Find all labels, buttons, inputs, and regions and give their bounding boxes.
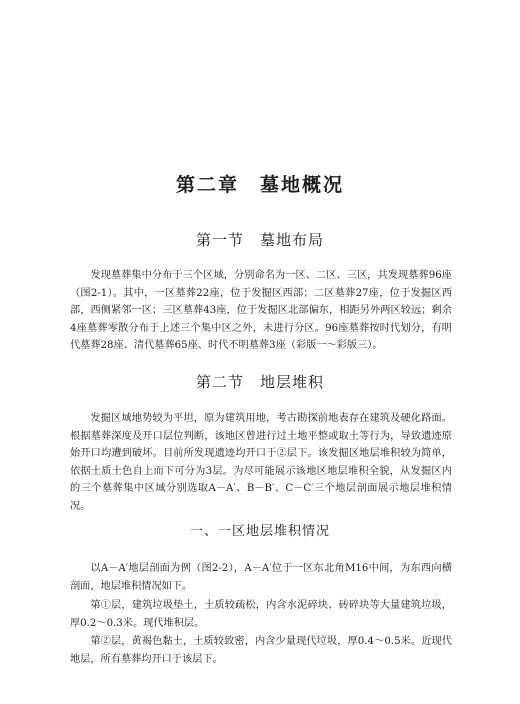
section-title-stratigraphy: 第二节 地层堆积 bbox=[195, 373, 324, 391]
paragraph-stratigraphy: 发掘区域地势较为平坦，原为建筑用地，考古勘探前地表存在建筑及硬化路面。根据墓葬深度及开口层位判断，该地区曾进行过土地平整或取土等行为，导致遗迹原始开口均遭到破坏。目前所发现遗迹均开口于②层下。该发掘区地层堆积较为简单，依据土质土色自上而下可分为3层。为尽可能展示该地区地层堆积全貌，从发掘区内的三个墓葬集中区域分别选取A－A′、B－B′、C－C′三个地层剖面展示地层堆积情况。 bbox=[70, 413, 452, 512]
subsection-title-area1: 一、一区地层堆积情况 bbox=[189, 524, 330, 539]
paragraph-layout: 发现墓葬集中分布于三个区域，分别命名为一区、二区、三区，共发现墓葬96座（图2-1）。其中，一区墓葬22座，位于发掘区西部；二区墓葬27座，位于发掘区西部，西侧紧邻一区；三区墓葬43座，位于发掘区北部偏东，相距另外两区较远；剩余4座墓葬零散分布于上述三个集中区之外，未进行分区。96座墓葬按时代划分，有明代墓葬28座、清代墓葬65座、时代不明墓葬3座（彩版一～彩版三）。 bbox=[70, 270, 452, 351]
paragraph-area1-intro: 以A－A′地层剖面为例（图2-2），A－A′位于一区东北角M16中间，为东西向横剖面，地层堆积情况如下。 bbox=[70, 563, 452, 592]
paragraph-layer2: 第②层，黄褐色黏土，土质较致密，内含少量现代垃圾，厚0.4～0.5米。近现代地层，所有墓葬均开口于该层下。 bbox=[70, 636, 452, 665]
paragraph-layer1: 第①层，建筑垃圾垫土，土质较疏松，内含水泥碎块、砖碎块等大量建筑垃圾，厚0.2～0.3米。现代堆积层。 bbox=[70, 600, 452, 629]
section-title-layout: 第一节 墓地布局 bbox=[195, 231, 324, 249]
chapter-title: 第二章 墓地概况 bbox=[175, 174, 344, 196]
